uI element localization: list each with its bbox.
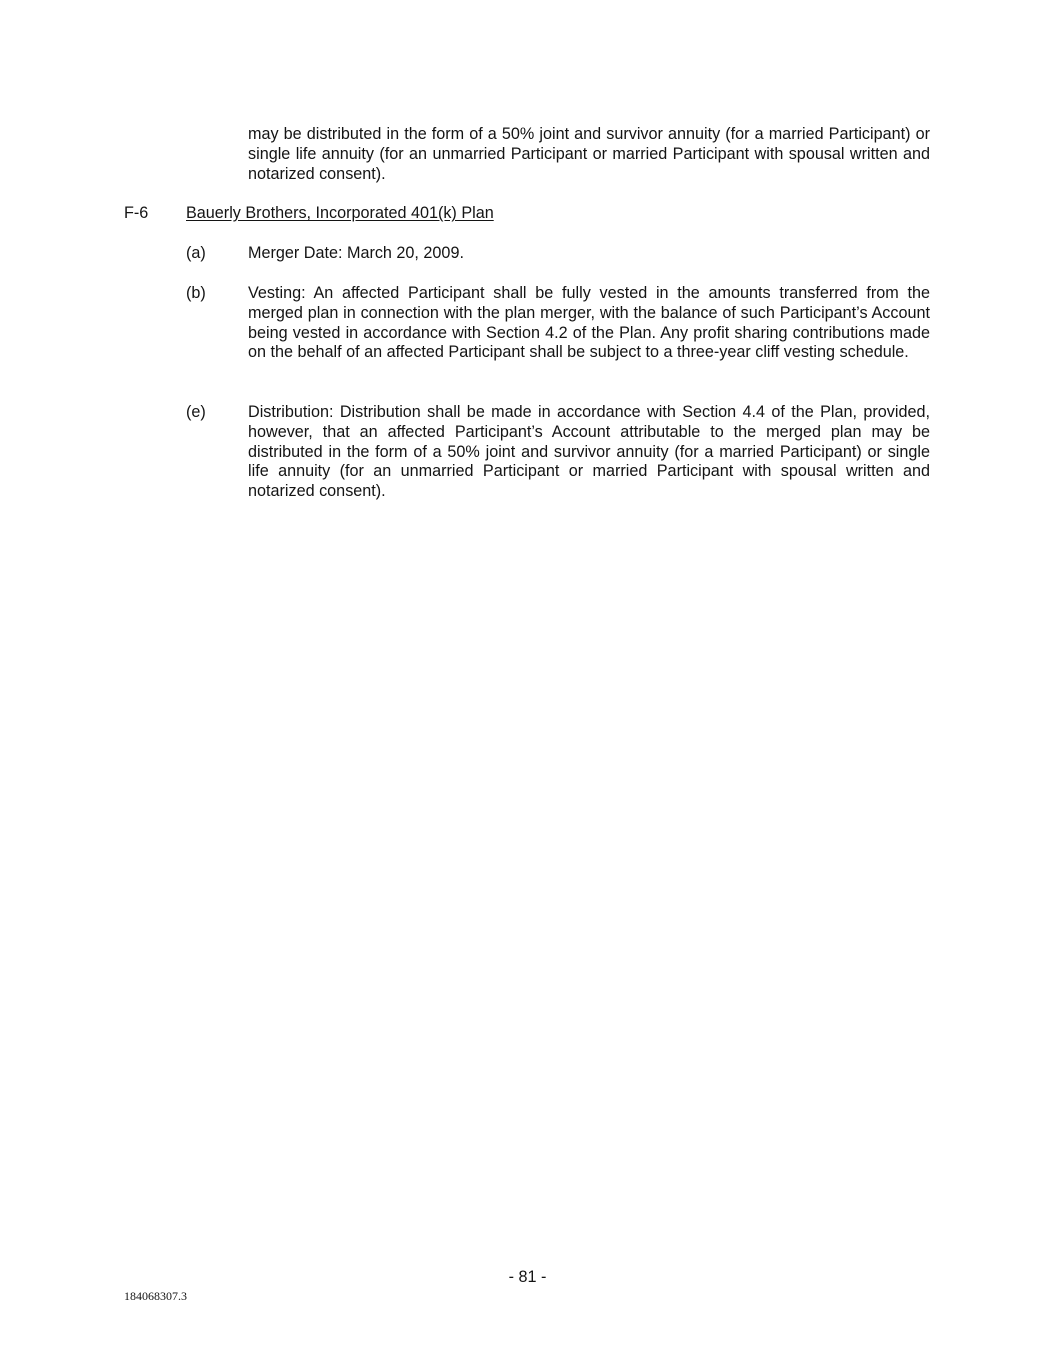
item-text-vesting: Vesting: An affected Participant shall be fully vested in the amounts transferred from the merged plan in connection with the plan merger, with the balance of such Participant’s Account being vested in accordance with Section 4.2 of the Plan. Any profit sharing contributions made on the behalf of an affected Participant shall be subject to a three-year cliff vesting schedule.	[248, 284, 930, 362]
item-text-merger-date: Merger Date: March 20, 2009.	[248, 244, 464, 262]
section-number: F-6	[124, 204, 149, 222]
item-label-b: (b)	[186, 284, 206, 302]
section-title: Bauerly Brothers, Incorporated 401(k) Plan	[186, 204, 494, 222]
page-number: - 81 -	[508, 1268, 547, 1286]
document-id: 184068307.3	[124, 1289, 187, 1303]
item-label-e: (e)	[186, 403, 206, 421]
continuation-paragraph: may be distributed in the form of a 50% joint and survivor annuity (for a married Participant) or single life annuity (for an unmarried Participant or married Participant with spousal written and notarized consent).	[248, 125, 930, 183]
item-label-a: (a)	[186, 244, 206, 262]
item-text-distribution: Distribution: Distribution shall be made in accordance with Section 4.4 of the Plan, provided, however, that an affected Participant’s Account attributable to the merged plan may be distributed in the form of a 50% joint and survivor annuity (for a married Participant) or single life annuity (for an unmarried Participant or married Participant with spousal written and notarized consent).	[248, 403, 930, 501]
